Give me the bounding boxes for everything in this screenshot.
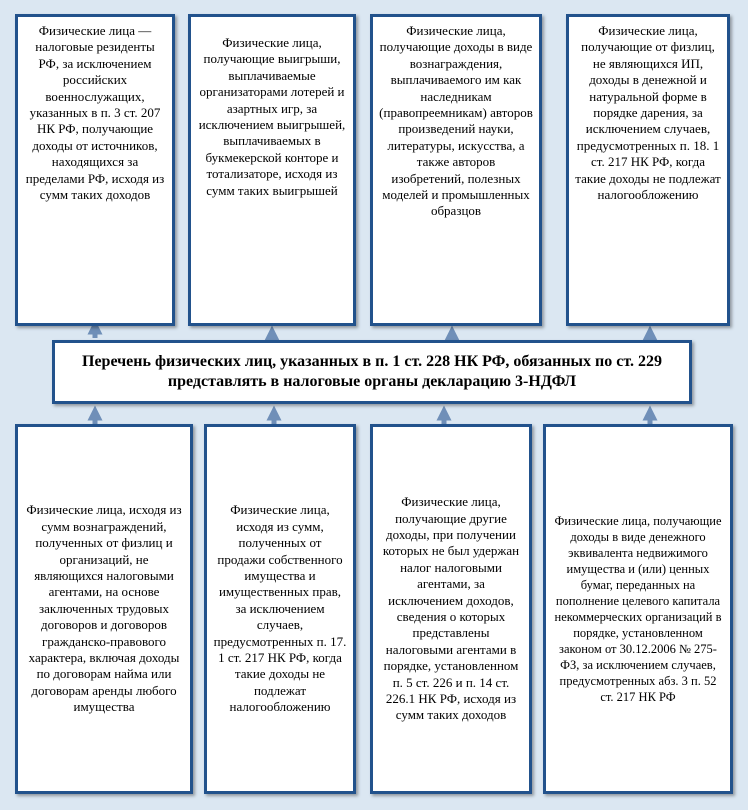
top-box-3-text: Физические лица, получающие доходы в виде вознаграждения, выплачиваемого им как наследникам (правопреемникам) авторов произведений науки, литературы, искусства, а также авторов изобретений, полезных моделей и промышленных образцов — [379, 23, 533, 219]
center-title-text: Перечень физических лиц, указанных в п. 1 ст. 228 НК РФ, обязанных по ст. 229 представлять в налоговые органы декларацию 3-НДФЛ — [82, 353, 662, 390]
top-box-4 — [566, 14, 730, 326]
top-box-4-text: Физические лица, получающие от физлиц, не являющихся ИП, доходы в денежной и натуральной форме в порядке дарения, за исключением случаев, предусмотренных п. 18. 1 ст. 217 НК РФ, когда такие доходы не подлежат налогообложению — [575, 23, 721, 203]
top-box-2-text: Физические лица, получающие выигрыши, выплачиваемые организаторами лотерей и азартных игр, за исключением выигрышей, выплачиваемых в букмекерской конторе и тотализаторе, исходя из сумм таких выигрышей — [198, 35, 346, 198]
top-box-3 — [370, 14, 542, 326]
bottom-box-3 — [370, 424, 532, 794]
top-box-1 — [15, 14, 175, 326]
bottom-box-1 — [15, 424, 193, 794]
top-box-2 — [188, 14, 356, 326]
center-title-box — [52, 340, 692, 404]
bottom-box-3-text: Физические лица, получающие другие доходы, при получении которых не был удержан налог налоговыми агентами, за исключением доходов, сведения о которых представлены налоговыми агентами в порядке, установленном п. 5 ст. 226 и п. 14 ст. 226.1 НК РФ, исходя из сумм таких доходов — [382, 494, 520, 723]
bottom-box-2 — [204, 424, 356, 794]
bottom-box-1-text: Физические лица, исходя из сумм вознаграждений, полученных от физлиц и организаций, не являющихся налоговыми агентами, на основе заключенных трудовых договоров и договоров гражданско-правового характера, включая доходы по договорам найма или договорам аренды любого имущества — [26, 502, 182, 715]
bottom-box-4 — [543, 424, 733, 794]
top-box-1-text: Физические лица — налоговые резиденты РФ, за исключением российских военнослужащих, указанных в п. 3 ст. 207 НК РФ, получающие доходы от источников, находящихся за пределами РФ, исходя из сумм таких доходов — [25, 23, 165, 203]
bottom-box-4-text: Физические лица, получающие доходы в виде денежного эквивалента недвижимого имущества и (или) ценных бумаг, переданных на пополнение целевого капитала некоммерческих организаций в порядке, установленном законом от 30.12.2006 № 275-ФЗ, за исключением случаев, предусмотренных абз. 3 п. 52 ст. 217 НК РФ — [554, 514, 722, 704]
bottom-box-2-text: Физические лица, исходя из сумм, полученных от продажи собственного имущества и имущественных прав, за исключением случаев, предусмотренных п. 17. 1 ст. 217 НК РФ, когда такие доходы не подлежат налогообложению — [213, 502, 347, 715]
